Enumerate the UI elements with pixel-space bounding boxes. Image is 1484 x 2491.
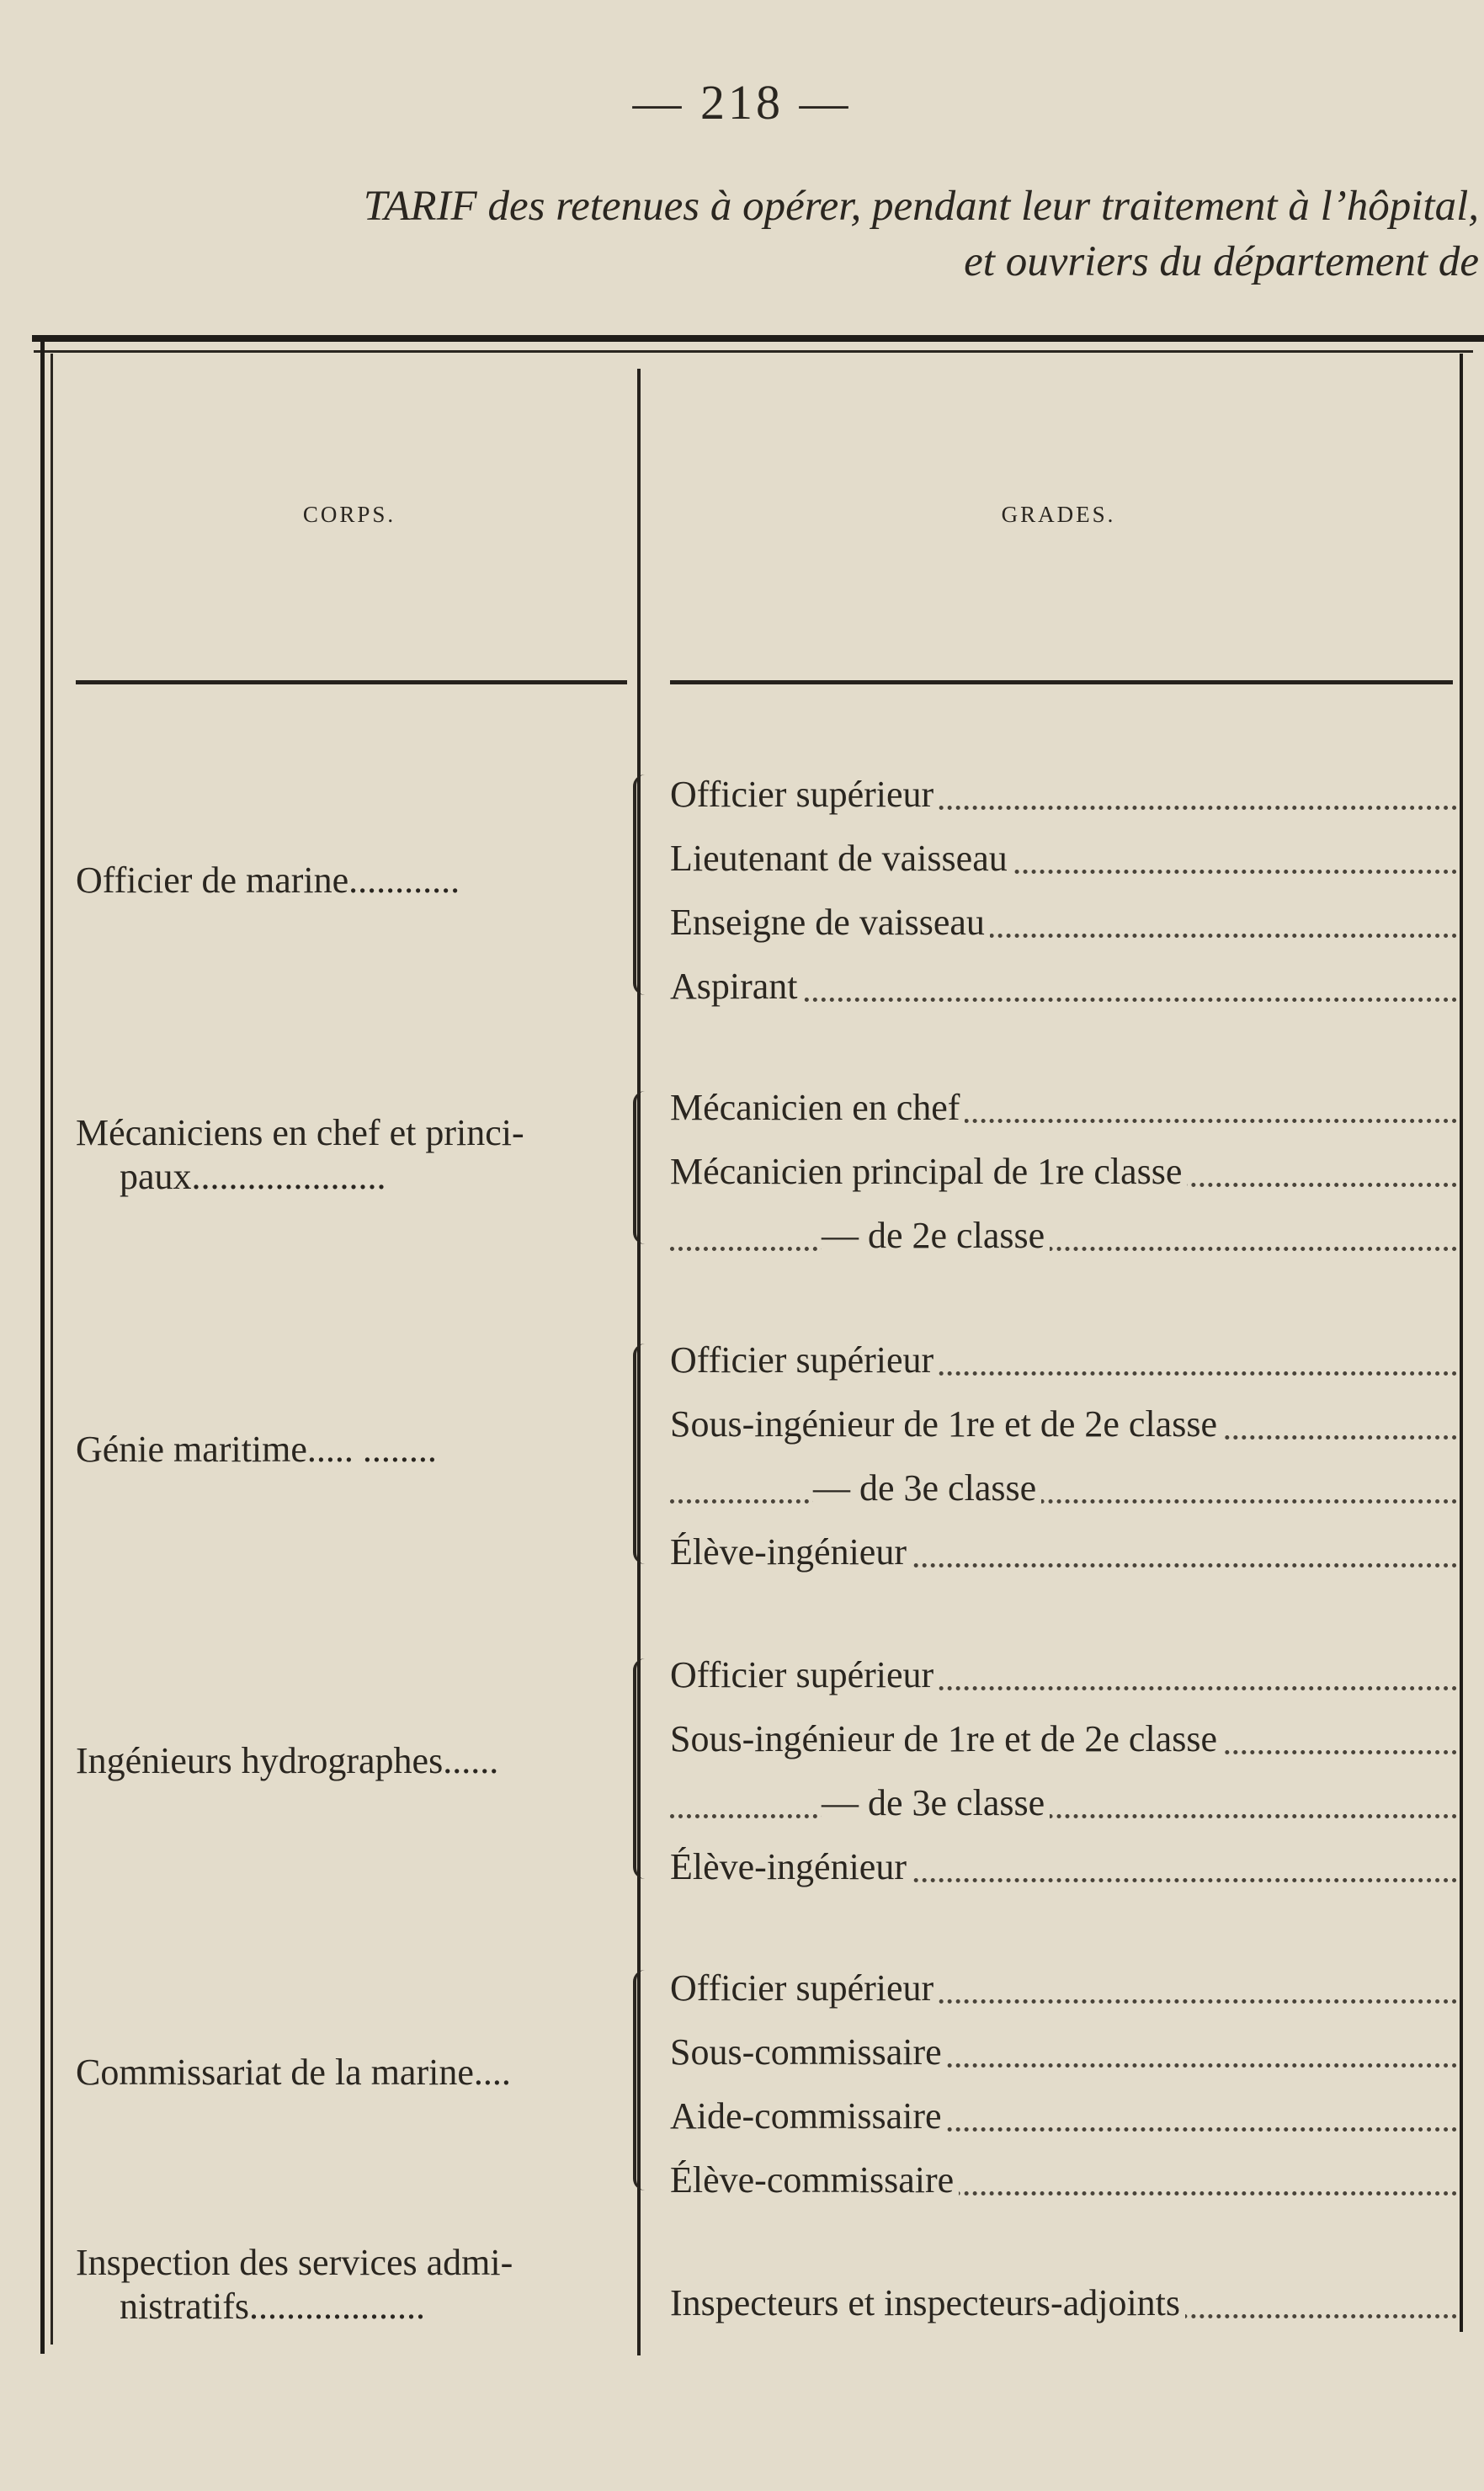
corps-label: Commissariat de la marine.... [76,2052,511,2093]
grade-row [670,956,1457,1017]
corps-label: Génie maritime..... ........ [76,1429,437,1470]
grade-label: Sous-commissaire [670,2031,947,2073]
table-frame-left-inner [51,354,53,2345]
group-brace [633,1658,655,1879]
corps-label: Officier de marine............ [76,860,460,901]
grade-row [670,1394,1457,1455]
grade-label: — de 3e classe [822,1782,1050,1823]
corps-label: Ingénieurs hydrographes...... [76,1740,499,1781]
corps-label: Mécaniciens en chef et princi- [76,1112,524,1153]
grade-row [670,2086,1457,2147]
grade-label: Élève-ingénieur [670,1846,912,1887]
table-frame-right [1460,354,1463,2332]
corps-ingenieurs-hydrographes [76,1739,627,1783]
title-line-2: et ouvriers du département de [964,238,1479,285]
table-frame-top [32,335,1484,342]
grade-row [670,2022,1457,2083]
table-title [149,178,1479,290]
dot-leader [670,1499,1457,1504]
grade-label: — de 2e classe [822,1215,1050,1256]
group-brace [633,1091,655,1244]
grade-row [670,1709,1457,1770]
group-brace [633,774,655,995]
group-brace [633,1344,655,1564]
corps-inspection [76,2241,627,2329]
corps-officier-de-marine [76,859,627,902]
corps-genie-maritime [76,1428,627,1472]
grade-row [670,1773,1457,1834]
grade-row [670,1078,1457,1138]
corps-label-continuation: paux..................... [120,1156,386,1197]
group-brace [633,1970,655,2190]
grade-label: Inspecteurs et inspecteurs-adjoints [670,2282,1185,2323]
header-corps: CORPS. [302,502,396,527]
grade-row [670,1142,1457,1202]
grade-row [670,2150,1457,2211]
corps-commissariat [76,2051,627,2094]
header-rule-corps [76,680,627,684]
grade-label: Officier supérieur [670,774,939,815]
grade-row [670,1206,1457,1266]
grade-label: Lieutenant de vaisseau [670,838,1013,879]
grade-label: Sous-ingénieur de 1re et de 2e classe [670,1403,1222,1445]
grade-label: Mécanicien principal de 1re classe [670,1151,1187,1192]
grade-label: Officier supérieur [670,1339,939,1381]
grade-row [670,828,1457,889]
grade-label: Enseigne de vaisseau [670,902,990,943]
title-line-1: TARIF des retenues à opérer, pendant leur traitement à l’hôpital, [363,183,1479,230]
table-frame-top-inner [34,350,1473,353]
grade-row [670,1958,1457,2019]
grade-label: — de 3e classe [813,1467,1041,1509]
grade-row [670,1522,1457,1583]
grade-label: Sous-ingénieur de 1re et de 2e classe [670,1718,1222,1759]
grade-label: Officier supérieur [670,1654,939,1695]
grade-row [670,892,1457,953]
corps-label-continuation: nistratifs................... [120,2286,425,2327]
grade-row [670,764,1457,825]
corps-label: Inspection des services admi- [76,2242,513,2283]
grade-label: Aspirant [670,966,803,1007]
grade-row [670,1645,1457,1706]
header-grades: GRADES. [1001,502,1116,527]
grade-row [670,2273,1457,2334]
grade-row [670,1837,1457,1898]
grade-label: Aide-commissaire [670,2095,947,2137]
dot-leader [670,1814,1457,1818]
grade-row [670,1330,1457,1391]
grade-row [670,1458,1457,1519]
grade-label: Élève-commissaire [670,2159,959,2201]
dot-leader [670,1247,1457,1251]
corps-mecaniciens [76,1111,627,1199]
table-frame-left [40,342,45,2354]
page-number: — 218 — [632,75,852,130]
grade-label: Officier supérieur [670,1967,939,2009]
grade-label: Mécanicien en chef [670,1087,965,1128]
grade-label: Élève-ingénieur [670,1531,912,1573]
header-rule-grades [670,680,1453,684]
